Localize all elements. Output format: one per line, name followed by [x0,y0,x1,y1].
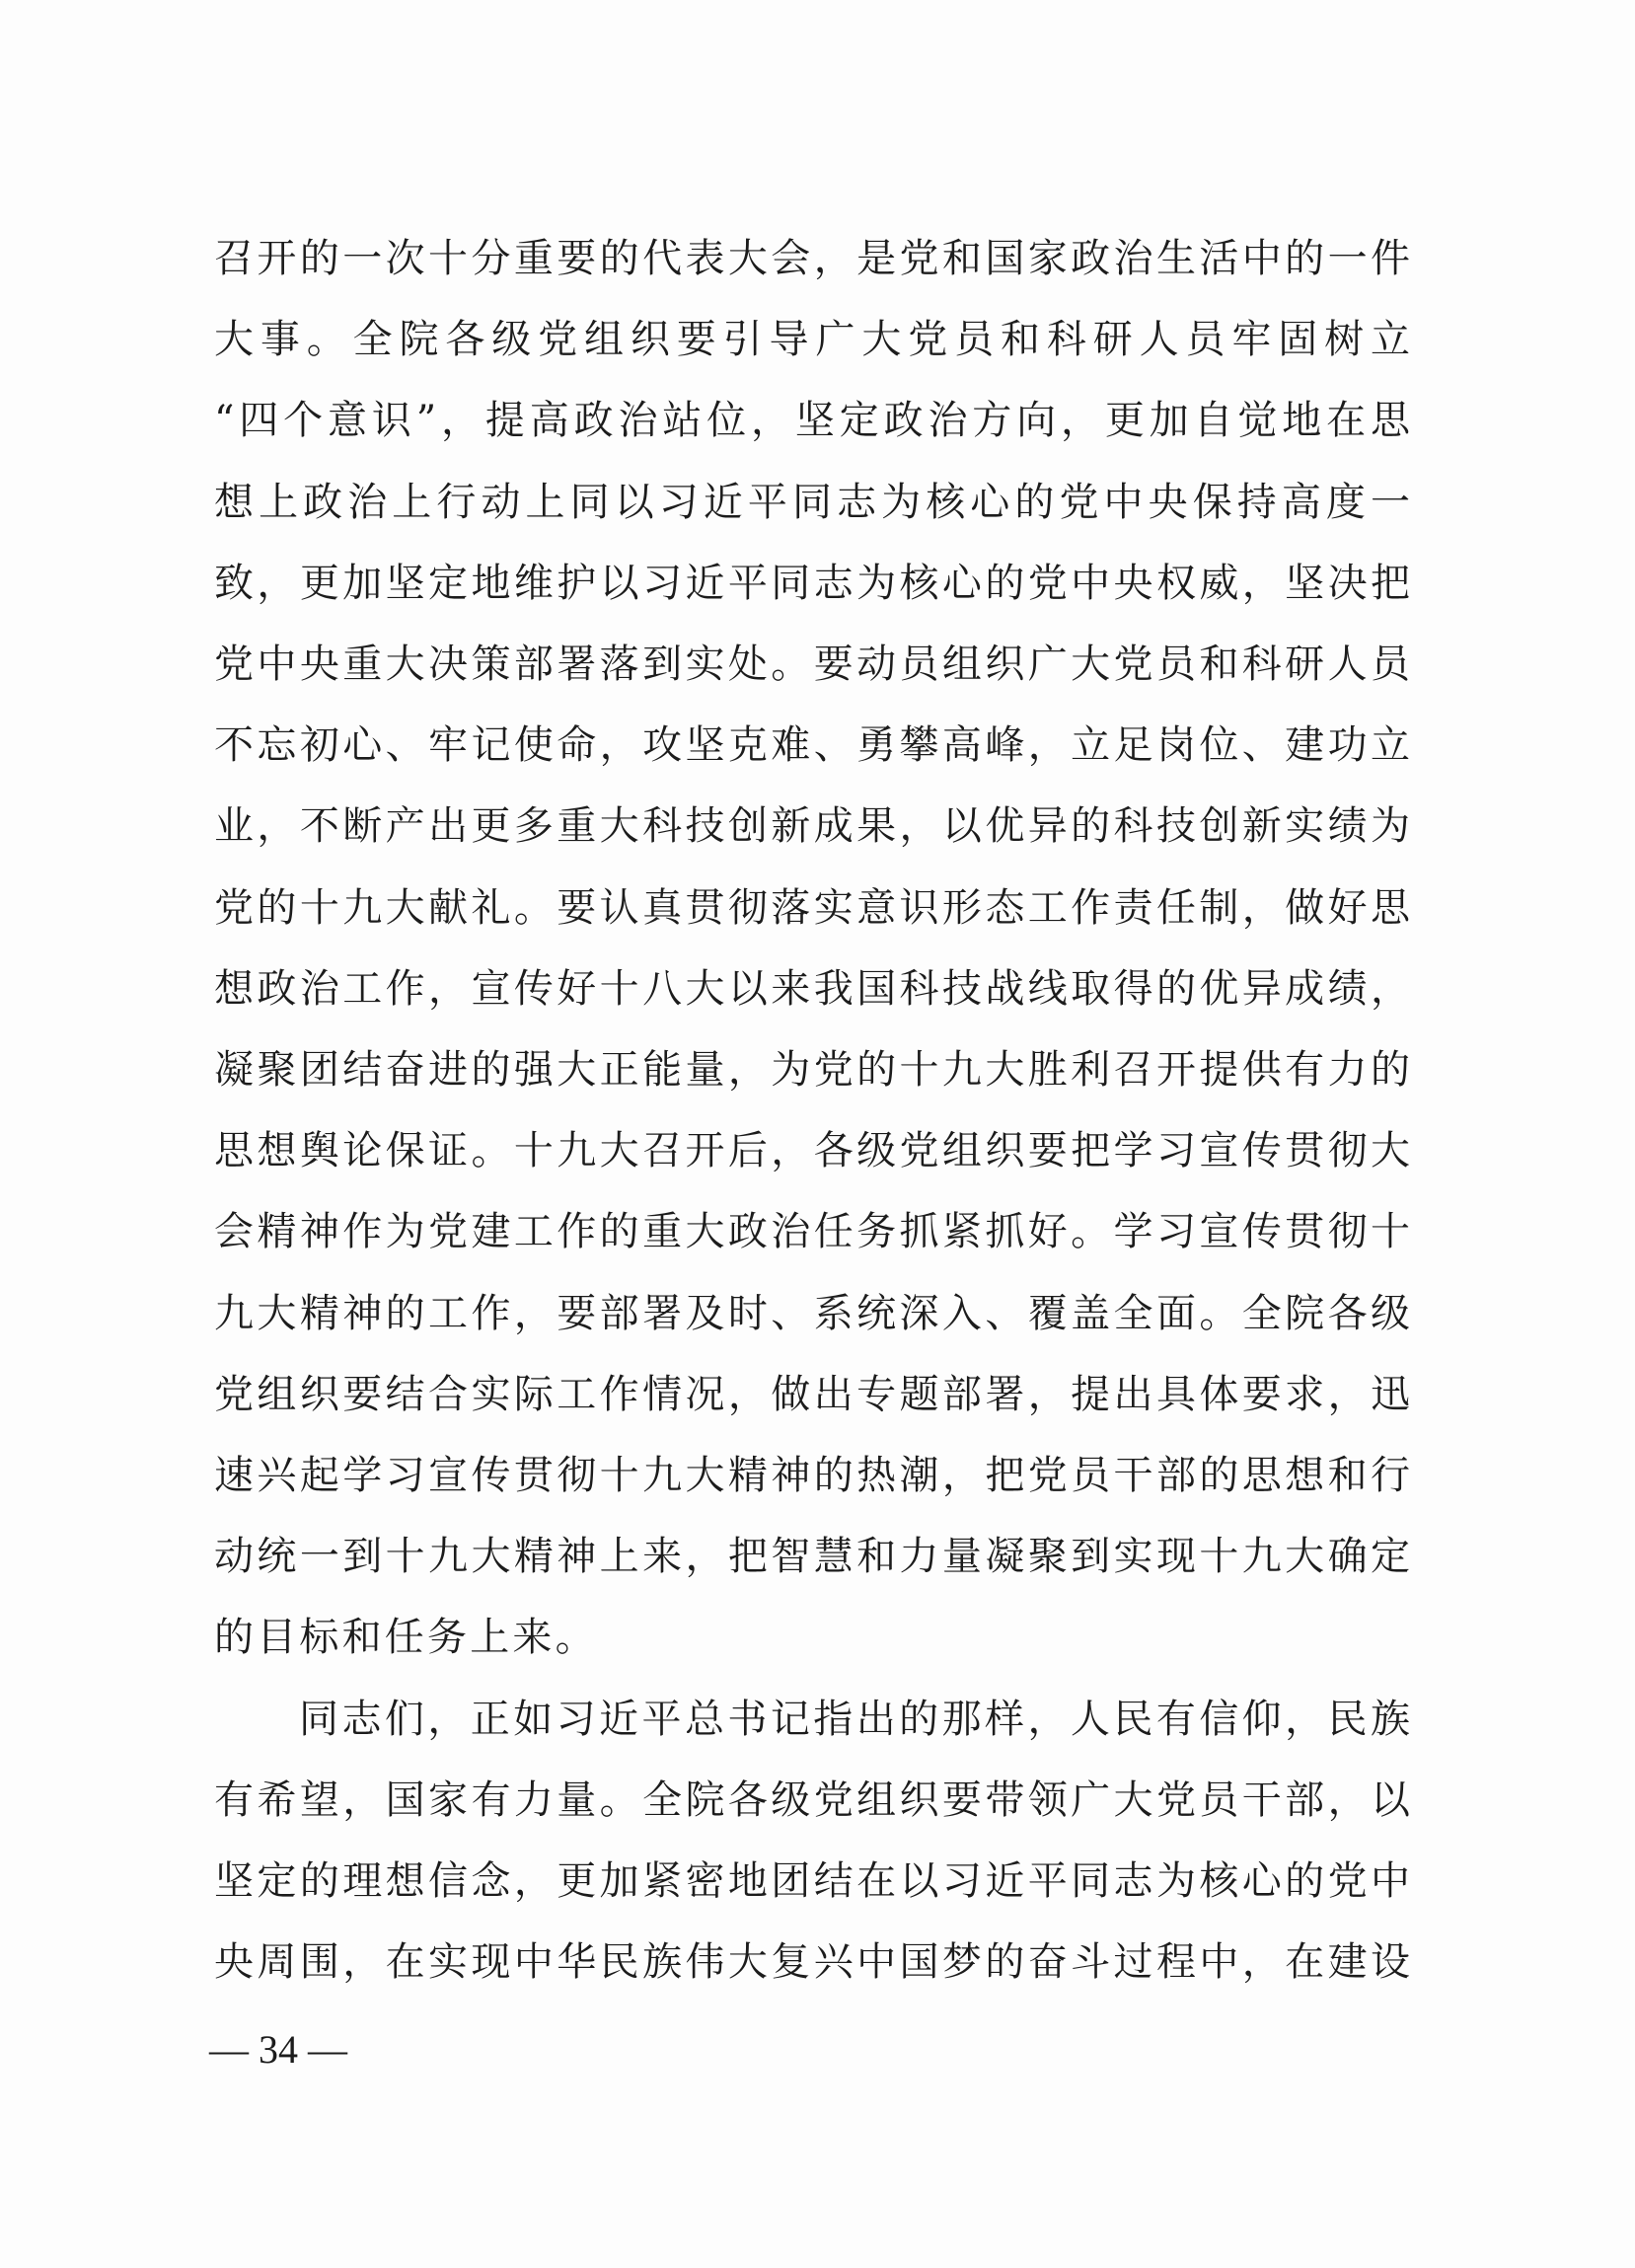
text-line: 凝聚团结奋进的强大正能量，为党的十九大胜利召开提供有力的 [214,1047,1410,1093]
text-line: 速兴起学习宣传贯彻十九大精神的热潮，把党员干部的思想和行 [214,1453,1410,1498]
text-line: 的目标和任务上来。 [214,1615,598,1661]
text-line: 想上政治上行动上同以习近平同志为核心的党中央保持高度一 [214,479,1410,525]
page-number: — 34 — [209,2027,347,2072]
text-line: 央周围，在实现中华民族伟大复兴中国梦的奋斗过程中，在建设 [214,1939,1410,1986]
text-line: 思想舆论保证。十九大召开后，各级党组织要把学习宣传贯彻大 [214,1128,1410,1174]
text-line: 业，不断产出更多重大科技创新成果，以优异的科技创新实绩为 [214,803,1410,850]
text-line: 会精神作为党建工作的重大政治任务抓紧抓好。学习宣传贯彻十 [214,1209,1410,1255]
text-line: 致，更加坚定地维护以习近平同志为核心的党中央权威，坚决把 [214,560,1410,606]
text-line: “四个意识”，提高政治站位，坚定政治方向，更加自觉地在思 [214,398,1410,444]
text-line: 召开的一次十分重要的代表大会，是党和国家政治生活中的一件 [214,236,1410,281]
text-line: 不忘初心、牢记使命，攻坚克难、勇攀高峰，立足岗位、建功立 [214,722,1410,769]
text-line: 大事。全院各级党组织要引导广大党员和科研人员牢固树立 [214,317,1410,363]
text-line: 九大精神的工作，要部署及时、系统深入、覆盖全面。全院各级 [214,1290,1410,1336]
text-line: 有希望，国家有力量。全院各级党组织要带领广大党员干部，以 [214,1777,1410,1823]
text-line: 同志们，正如习近平总书记指出的那样，人民有信仰，民族 [299,1696,1410,1742]
text-line: 坚定的理想信念，更加紧密地团结在以习近平同志为核心的党中 [214,1858,1410,1904]
text-line: 想政治工作，宣传好十八大以来我国科技战线取得的优异成绩， [214,965,1410,1012]
text-line: 党的十九大献礼。要认真贯彻落实意识形态工作责任制，做好思 [214,884,1410,931]
text-line: 党组织要结合实际工作情况，做出专题部署，提出具体要求，迅 [214,1371,1410,1417]
text-line: 党中央重大决策部署落到实处。要动员组织广大党员和科研人员 [214,642,1410,687]
text-line: 动统一到十九大精神上来，把智慧和力量凝聚到实现十九大确定 [214,1534,1410,1580]
